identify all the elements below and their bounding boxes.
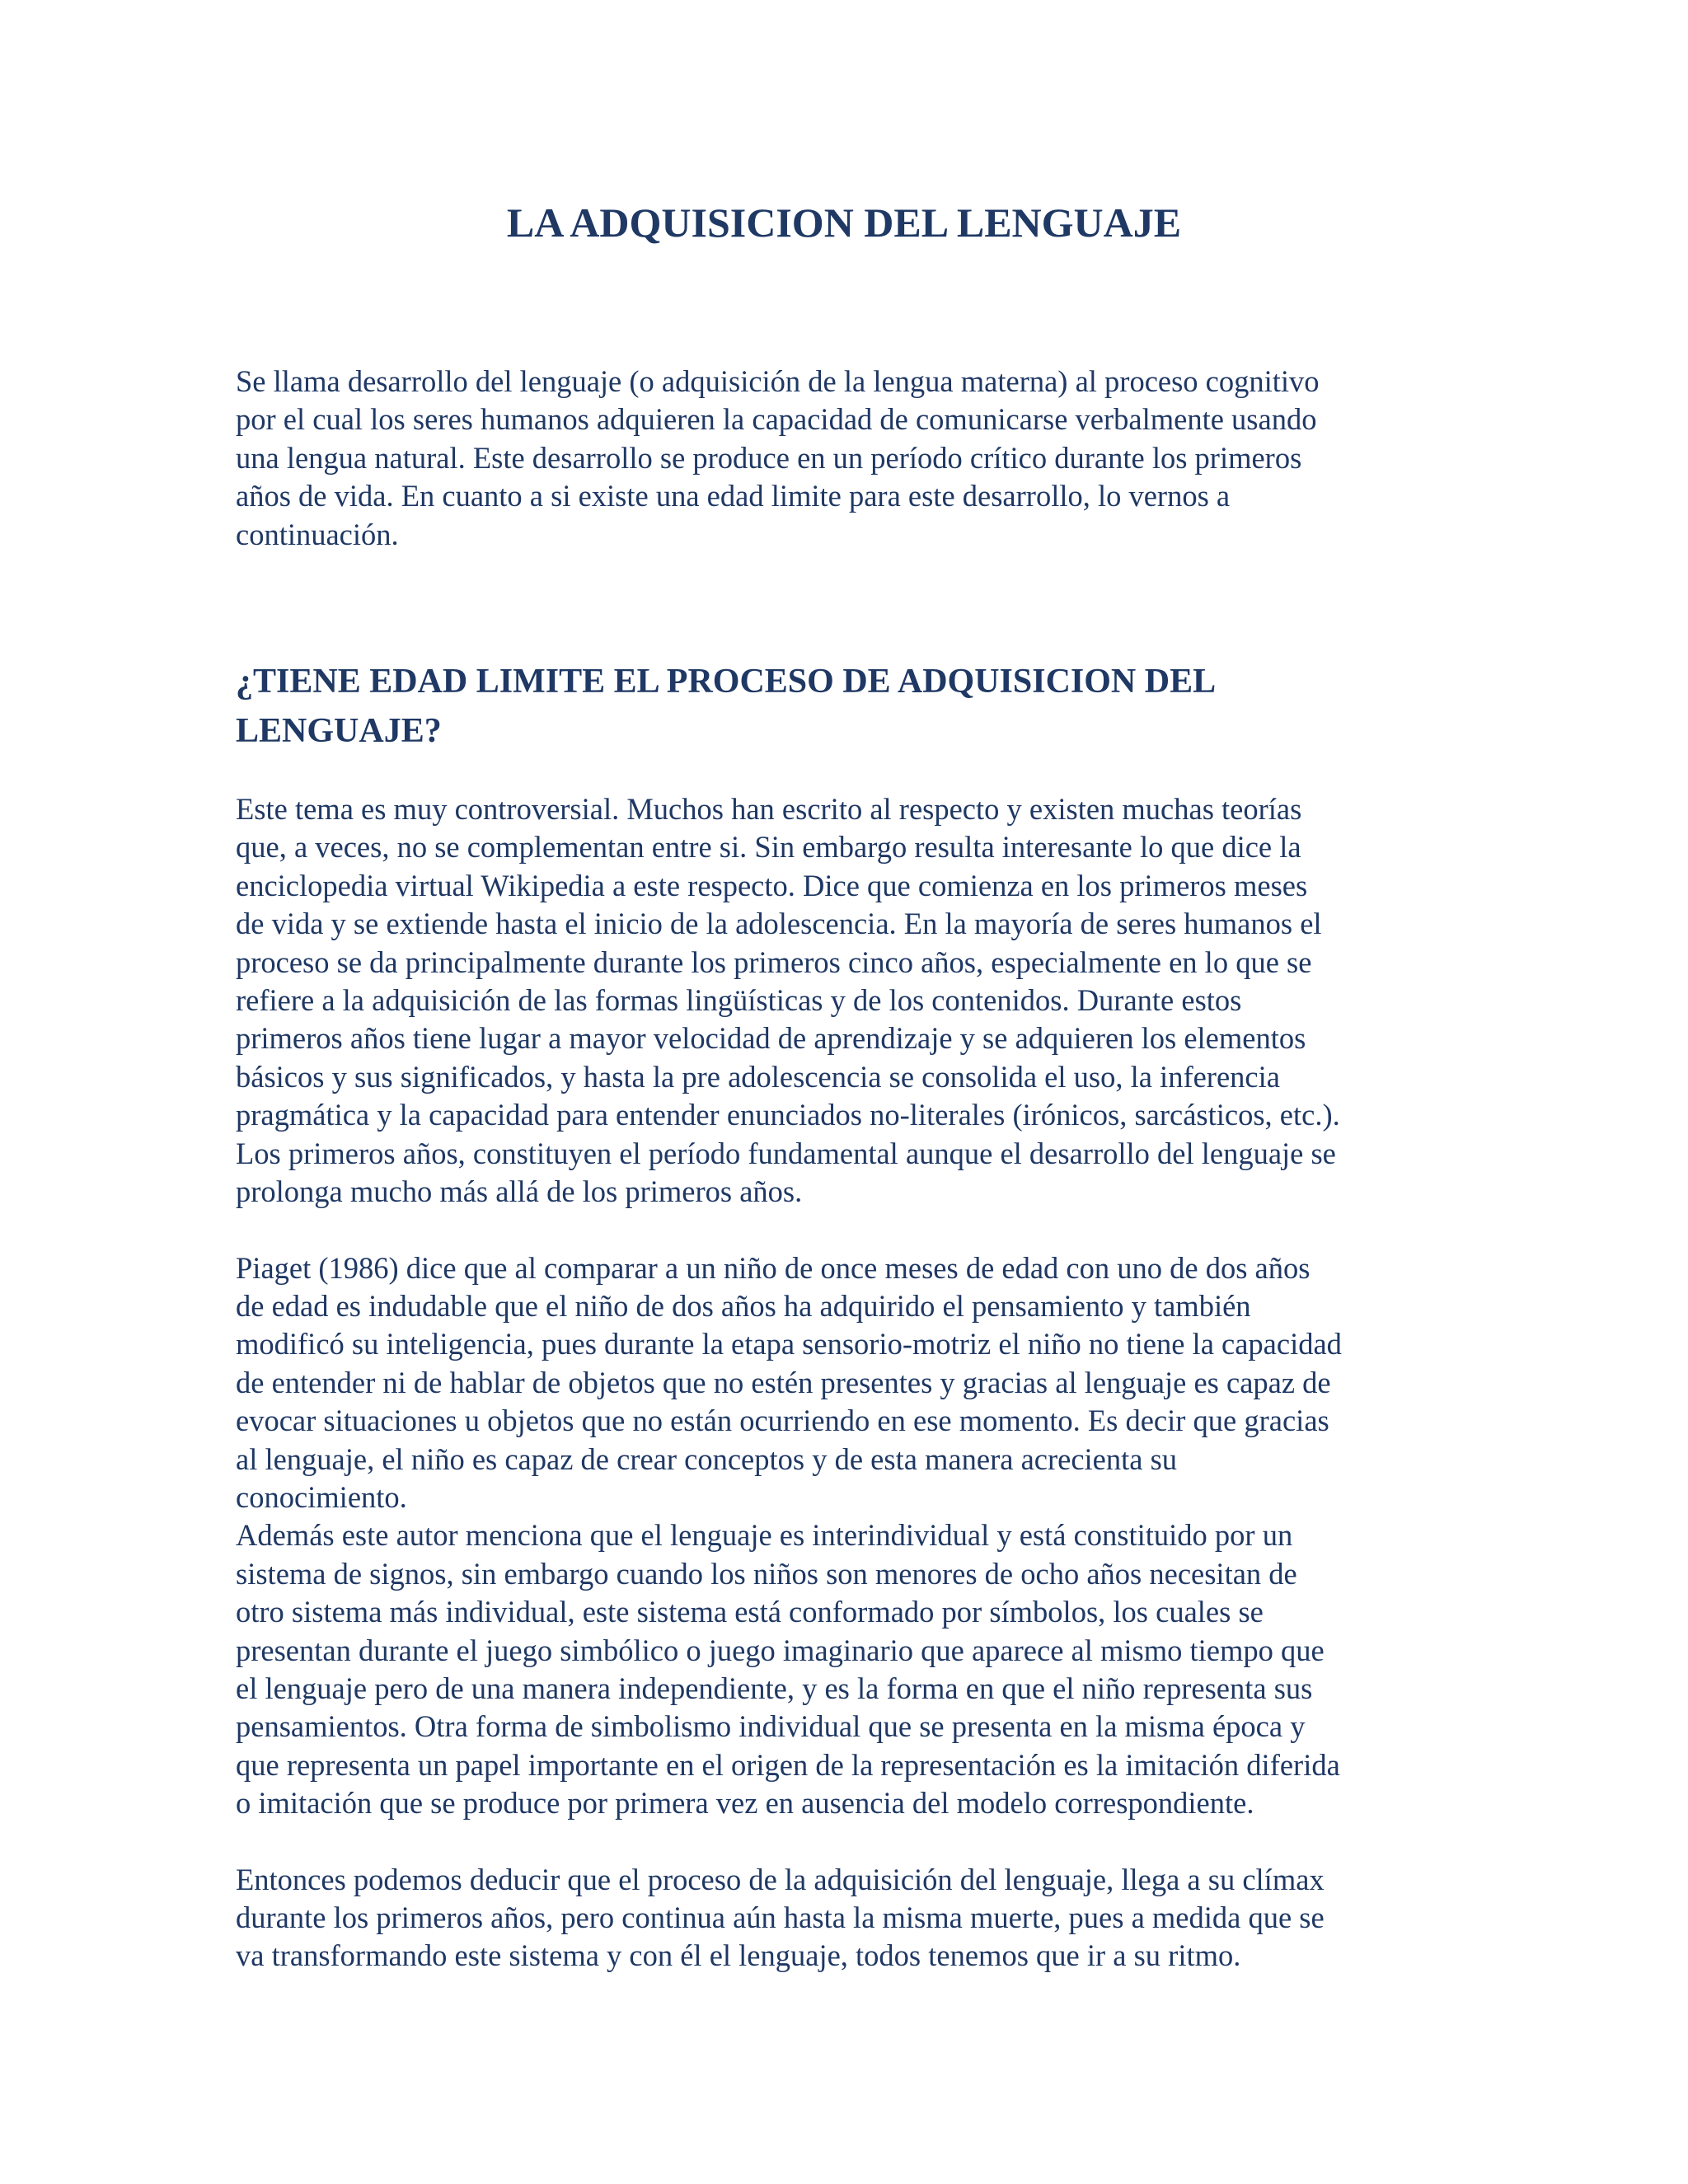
body-paragraph: Entonces podemos deducir que el proceso de la adquisición del lenguaje, llega a su clímax durante los primeros años, pero continua aún hasta la misma muerte, pues a medida que se va transformando este sistema y con él el lenguaje, todos tenemos que ir a su ritmo. xyxy=(236,1862,1325,1973)
body-paragraph: Piaget (1986) dice que al comparar a un niño de once meses de edad con uno de dos años de edad es indudable que el niño de dos años ha adquirido el pensamiento y también modificó su inteligencia, pues durante la etapa sensorio-motriz el niño no tiene la capacidad de entender ni de hablar de objetos que no estén presentes y gracias al lenguaje es capaz de evocar situaciones u objetos que no están ocurriendo en ese momento. Es decir que gracias al lenguaje, el niño es capaz de crear conceptos y de esta manera acrecienta su conocimiento. xyxy=(236,1250,1342,1514)
page-title: LA ADQUISICION DEL LENGUAJE xyxy=(506,199,1182,246)
document-body xyxy=(236,363,1472,1975)
body-paragraph: Además este autor menciona que el lenguaje es interindividual y está constituido por un sistema de signos, sin embargo cuando los niños son menores de ocho años necesitan de otro sistema más individual, este sistema está conformado por símbolos, los cuales se presentan durante el juego simbólico o juego imaginario que aparece al mismo tiempo que el lenguaje pero de una manera independiente, y es la forma en que el niño representa sus pensamientos. Otra forma de simbolismo individual que se presenta en la misma época y que representa un papel importante en el origen de la representación es la imitación diferida o imitación que se produce por primera vez en ausencia del modelo correspondiente. xyxy=(236,1518,1340,1821)
section-heading: ¿TIENE EDAD LIMITE EL PROCESO DE ADQUISICION DEL LENGUAJE? xyxy=(236,663,1217,751)
intro-paragraph: Se llama desarrollo del lenguaje (o adquisición de la lengua materna) al proceso cognitivo por el cual los seres humanos adquieren la capacidad de comunicarse verbalmente usando una lengua natural. Este desarrollo se produce en un período crítico durante los primeros años de vida. En cuanto a si existe una edad limite para este desarrollo, lo vernos a continuación. xyxy=(236,364,1320,551)
body-paragraph: Este tema es muy controversial. Muchos han escrito al respecto y existen muchas teorías que, a veces, no se complementan entre si. Sin embargo resulta interesante lo que dice la enciclopedia virtual Wikipedia a este respecto. Dice que comienza en los primeros meses de vida y se extiende hasta el inicio de la adolescencia. En la mayoría de seres humanos el proceso se da principalmente durante los primeros cinco años, especialmente en lo que se refiere a la adquisición de las formas lingüísticas y de los contenidos. Durante estos primeros años tiene lugar a mayor velocidad de aprendizaje y se adquieren los elementos básicos y sus significados, y hasta la pre adolescencia se consolida el uso, la inferencia pragmática y la capacidad para entender enunciados no-literales (irónicos, sarcásticos, etc.). Los primeros años, constituyen el período fundamental aunque el desarrollo del lenguaje se prolonga mucho más allá de los primeros años. xyxy=(236,792,1340,1209)
